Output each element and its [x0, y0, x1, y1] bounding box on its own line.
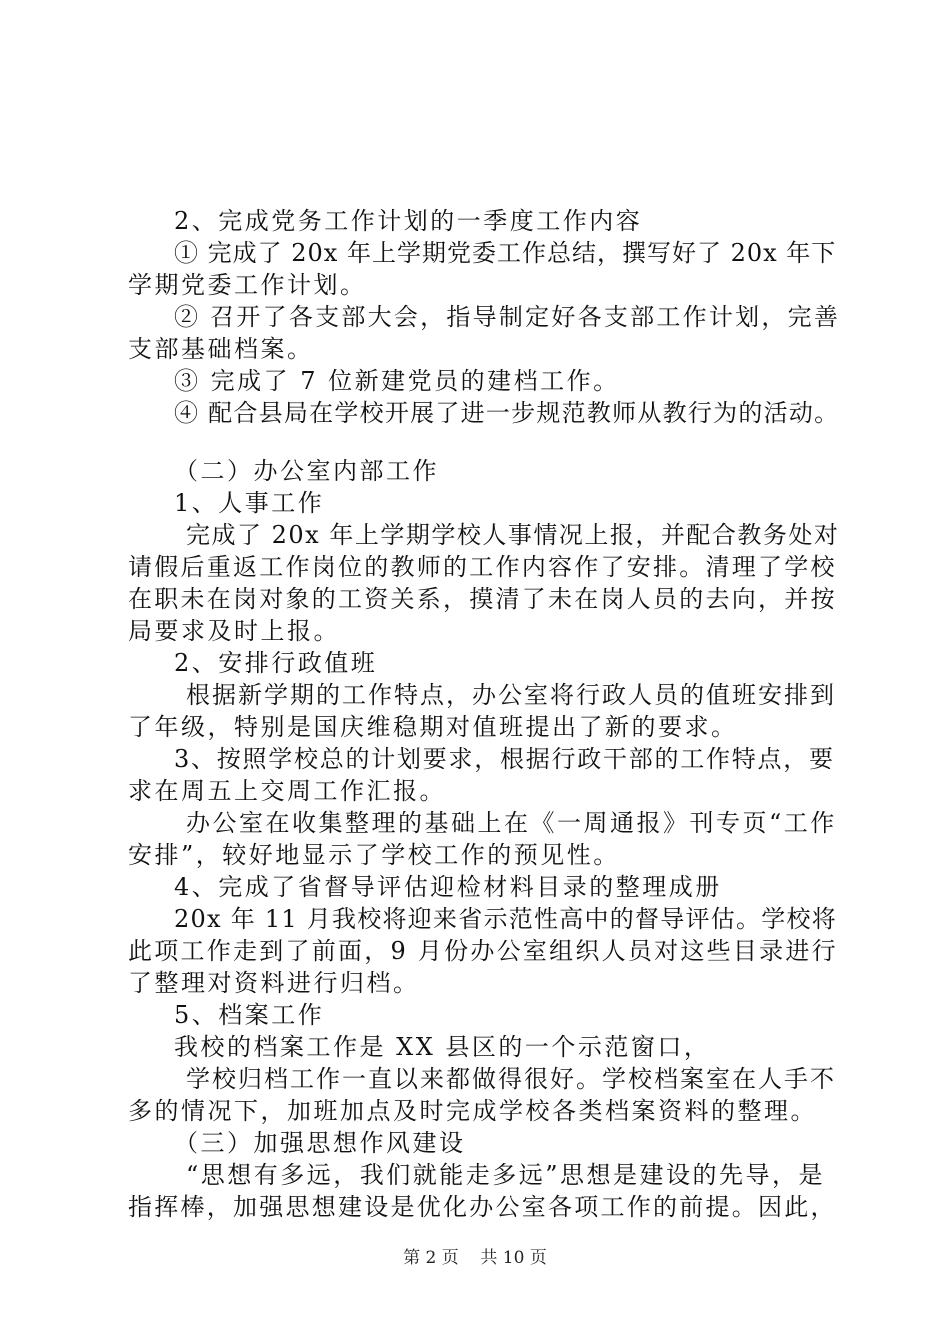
paragraph-line: 支部基础档案。	[128, 335, 314, 363]
paragraph-line: 20x 年 11 月我校将迎来省示范性高中的督导评估。学校将	[174, 905, 837, 933]
paragraph-line: 在职未在岗对象的工资关系，摸清了未在岗人员的去向，并按	[128, 585, 837, 613]
paragraph-line: 了年级，特别是国庆维稳期对值班提出了新的要求。	[128, 713, 738, 741]
paragraph-line: 安排”，较好地显示了学校工作的预见性。	[128, 841, 620, 869]
paragraph-line: ④ 配合县局在学校开展了进一步规范教师从教行为的活动。	[174, 399, 840, 427]
paragraph-line: 局要求及时上报。	[128, 617, 340, 645]
paragraph-line: 多的情况下，加班加点及时完成学校各类档案资料的整理。	[128, 1097, 817, 1125]
subsection-heading: 1、人事工作	[174, 489, 325, 517]
paragraph-line: 我校的档案工作是 XX 县区的一个示范窗口，	[174, 1033, 711, 1061]
paragraph-line: “思想有多远，我们就能走多远”思想是建设的先导，是	[186, 1161, 826, 1189]
total-pages: 共 10 页	[480, 1248, 547, 1268]
subsection-heading: 2、完成党务工作计划的一季度工作内容	[174, 207, 643, 235]
subsection-heading: 4、完成了省督导评估迎检材料目录的整理成册	[174, 873, 722, 901]
subsection-heading: 2、安排行政值班	[174, 649, 378, 677]
page-number: 第 2 页	[403, 1248, 459, 1268]
section-heading: （二）办公室内部工作	[174, 457, 439, 485]
subsection-heading: 5、档案工作	[174, 1001, 325, 1029]
paragraph-line: 完成了 20x 年上学期学校人事情况上报，并配合教务处对	[186, 521, 840, 549]
paragraph-line: 3、按照学校总的计划要求，根据行政干部的工作特点，要	[174, 745, 835, 773]
paragraph-line: 指挥棒，加强思想建设是优化办公室各项工作的前提。因此，	[128, 1193, 837, 1221]
paragraph-line: ① 完成了 20x 年上学期党委工作总结，撰写好了 20x 年下	[174, 239, 837, 267]
paragraph-line: 学期党委工作计划。	[128, 271, 367, 299]
paragraph-line: 学校归档工作一直以来都做得很好。学校档案室在人手不	[186, 1065, 836, 1093]
paragraph-line: 请假后重返工作岗位的教师的工作内容作了安排。清理了学校	[128, 553, 837, 581]
paragraph-line: 根据新学期的工作特点，办公室将行政人员的值班安排到	[186, 681, 836, 709]
paragraph-line: ② 召开了各支部大会，指导制定好各支部工作计划，完善	[174, 303, 841, 331]
paragraph-line: 办公室在收集整理的基础上在《一周通报》刊专页“工作	[186, 809, 837, 837]
page-footer	[0, 1247, 950, 1269]
section-heading: （三）加强思想作风建设	[174, 1129, 466, 1157]
paragraph-line: 了整理对资料进行归档。	[128, 969, 420, 997]
paragraph-line: ③ 完成了 7 位新建党员的建档工作。	[174, 367, 620, 395]
paragraph-line: 此项工作走到了前面，9 月份办公室组织人员对这些目录进行	[128, 937, 838, 965]
footer-spacer	[464, 1248, 475, 1268]
paragraph-line: 求在周五上交周工作汇报。	[128, 777, 446, 805]
